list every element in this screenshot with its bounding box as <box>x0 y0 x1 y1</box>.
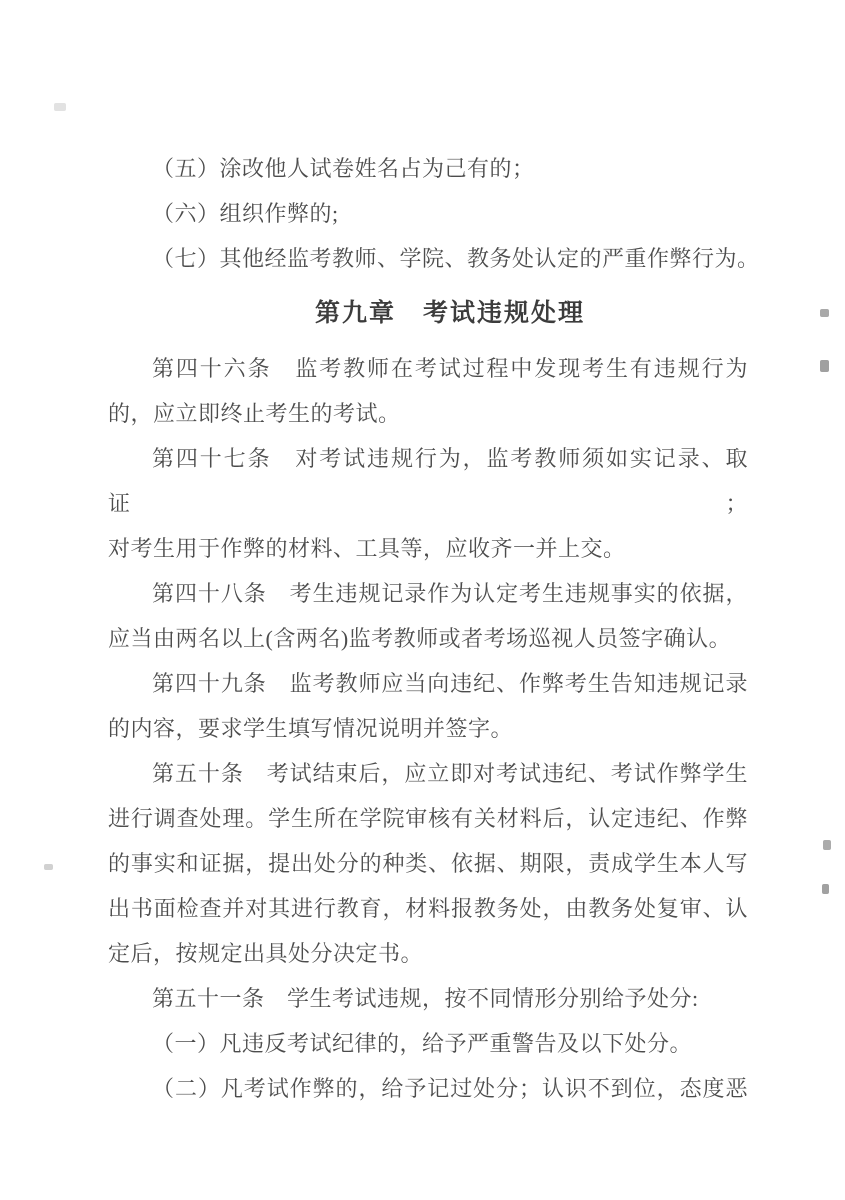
article-46-line-2: 的，应立即终止考生的考试。 <box>108 401 401 426</box>
article-50-line-5: 定后，按规定出具处分决定书。 <box>108 941 424 966</box>
clause-item-6: （六）组织作弊的; <box>152 201 339 226</box>
article-50-line-2: 进行调查处理。学生所在学院审核有关材料后，认定违纪、作弊 <box>108 806 748 831</box>
article-50-line-3: 的事实和证据，提出处分的种类、依据、期限，责成学生本人写 <box>108 851 748 876</box>
clause-item-7: （七）其他经监考教师、学院、教务处认定的严重作弊行为。 <box>152 246 760 271</box>
clause-item-1: （一）凡违反考试纪律的，给予严重警告及以下处分。 <box>152 1031 693 1056</box>
document-text-block <box>108 146 760 1111</box>
article-49-line-1: 第四十九条 监考教师应当向违纪、作弊考生告知违规记录 <box>152 671 748 696</box>
article-48-line-2: 应当由两名以上(含两名)监考教师或者考场巡视人员签字确认。 <box>108 626 732 651</box>
clause-item-5: （五）涂改他人试卷姓名占为己有的； <box>152 156 535 181</box>
scan-mark <box>44 864 53 870</box>
article-49-line-2: 的内容，要求学生填写情况说明并签字。 <box>108 716 514 741</box>
scan-mark <box>823 840 831 850</box>
chapter-heading: 第九章 考试违规处理 <box>314 300 585 327</box>
article-48-line-1: 第四十八条 考生违规记录作为认定考生违规事实的依据， <box>152 581 748 606</box>
article-50-line-1: 第五十条 考试结束后，应立即对考试违纪、考试作弊学生 <box>152 761 748 786</box>
scan-mark <box>820 360 829 372</box>
scan-mark <box>822 884 829 894</box>
article-51-line-1: 第五十一条 学生考试违规，按不同情形分别给予处分: <box>152 986 699 1011</box>
scan-mark <box>820 309 829 317</box>
scan-mark <box>54 103 66 111</box>
article-47-line-2: 对考生用于作弊的材料、工具等，应收齐一并上交。 <box>108 536 626 561</box>
article-47-line-1: 第四十七条 对考试违规行为，监考教师须如实记录、取证； <box>108 446 748 516</box>
article-46-line-1: 第四十六条 监考教师在考试过程中发现考生有违规行为 <box>152 356 748 381</box>
clause-item-2: （二）凡考试作弊的，给予记过处分；认识不到位，态度恶 <box>152 1076 748 1101</box>
article-50-line-4: 出书面检查并对其进行教育，材料报教务处，由教务处复审、认 <box>108 896 748 921</box>
